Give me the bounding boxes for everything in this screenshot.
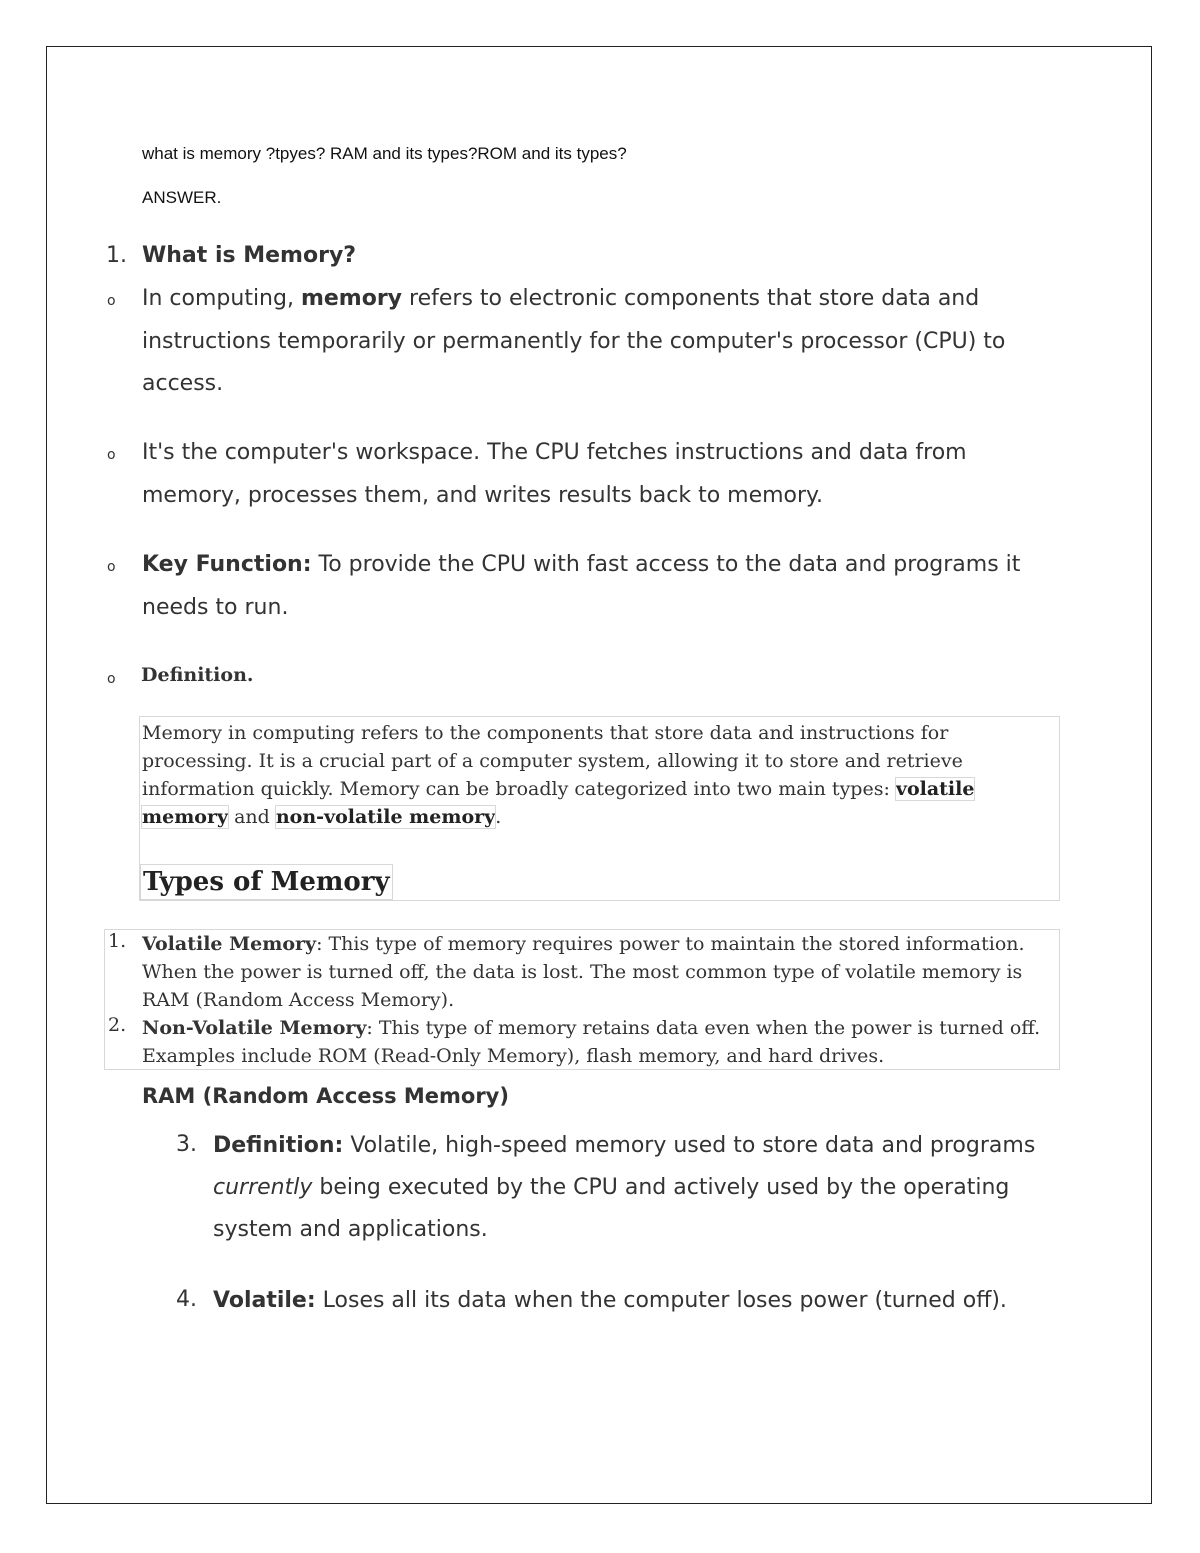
- definition-body: .: [495, 806, 502, 828]
- list-item-text: : This type of memory requires power to maintain the stored information. When the power is turned off, the data is lost. The most common type of volatile memory is RAM (Random Access Memory).: [142, 933, 1025, 1011]
- non-volatile-memory-term: non-volatile memory: [275, 806, 496, 828]
- question-text: what is memory ?tpyes? RAM and its types?ROM and its types?: [142, 144, 627, 163]
- list-item-text: : This type of memory retains data even when the power is turned off. Examples include ROM (Read-Only Memory), flash memory, and hard drives.: [142, 1017, 1041, 1067]
- list-number: 2.: [108, 1014, 127, 1036]
- section-number: 1.: [106, 243, 127, 268]
- list-number: 4.: [176, 1287, 197, 1312]
- definition-body: and: [228, 806, 276, 828]
- list-item-term: Non-Volatile Memory: [142, 1017, 367, 1039]
- list-item-emphasis: currently: [213, 1175, 313, 1200]
- bullet-marker: o: [107, 559, 116, 575]
- ram-definition-item: [213, 1125, 1053, 1251]
- list-number: 3.: [176, 1132, 197, 1157]
- section-title: What is Memory?: [142, 243, 357, 268]
- bullet-paragraph: It's the computer's workspace. The CPU fetches instructions and data from memory, processes them, and writes results back to memory.: [142, 440, 967, 508]
- ram-volatile-item: [213, 1280, 1053, 1322]
- list-item: [142, 930, 1042, 1014]
- bullet-marker: o: [107, 447, 116, 463]
- types-of-memory-heading: Types of Memory: [140, 864, 393, 900]
- bullet-text: To provide the CPU with fast access to the data and programs it needs to run.: [142, 552, 1021, 620]
- list-item-text: being executed by the CPU and actively used by the operating system and applications.: [213, 1175, 1010, 1242]
- definition-text: [142, 719, 1058, 831]
- definition-body: Memory in computing refers to the components that store data and instructions for processing. It is a crucial part of a computer system, allowing it to store and retrieve information quickly. Memory can be broadly categorized into two main types:: [142, 722, 963, 800]
- list-item-text: Volatile, high-speed memory used to store data and programs: [343, 1133, 1036, 1158]
- list-item-text: Loses all its data when the computer loses power (turned off).: [315, 1288, 1007, 1313]
- list-item-term: Volatile Memory: [142, 933, 317, 955]
- bullet-text: refers to electronic components that store data and instructions temporarily or permanently for the computer's processor (CPU) to access.: [142, 286, 1006, 396]
- bullet-bold-term: memory: [300, 286, 403, 311]
- list-item-term: Definition:: [213, 1133, 344, 1158]
- bullet-bold-term: Key Function:: [142, 552, 312, 577]
- answer-label: ANSWER.: [142, 188, 222, 207]
- bullet-marker: o: [107, 671, 116, 687]
- bullet-marker: o: [107, 293, 116, 309]
- bullet-paragraph: [142, 278, 1062, 406]
- list-item: [142, 1014, 1042, 1070]
- volatile-memory-term: volatile memory: [142, 778, 975, 828]
- list-number: 1.: [108, 930, 127, 952]
- bullet-text: In computing,: [142, 286, 301, 311]
- bullet-paragraph: [142, 544, 1062, 629]
- ram-heading: RAM (Random Access Memory): [142, 1084, 509, 1108]
- definition-label: Definition.: [141, 664, 254, 686]
- list-item-term: Volatile:: [213, 1288, 316, 1313]
